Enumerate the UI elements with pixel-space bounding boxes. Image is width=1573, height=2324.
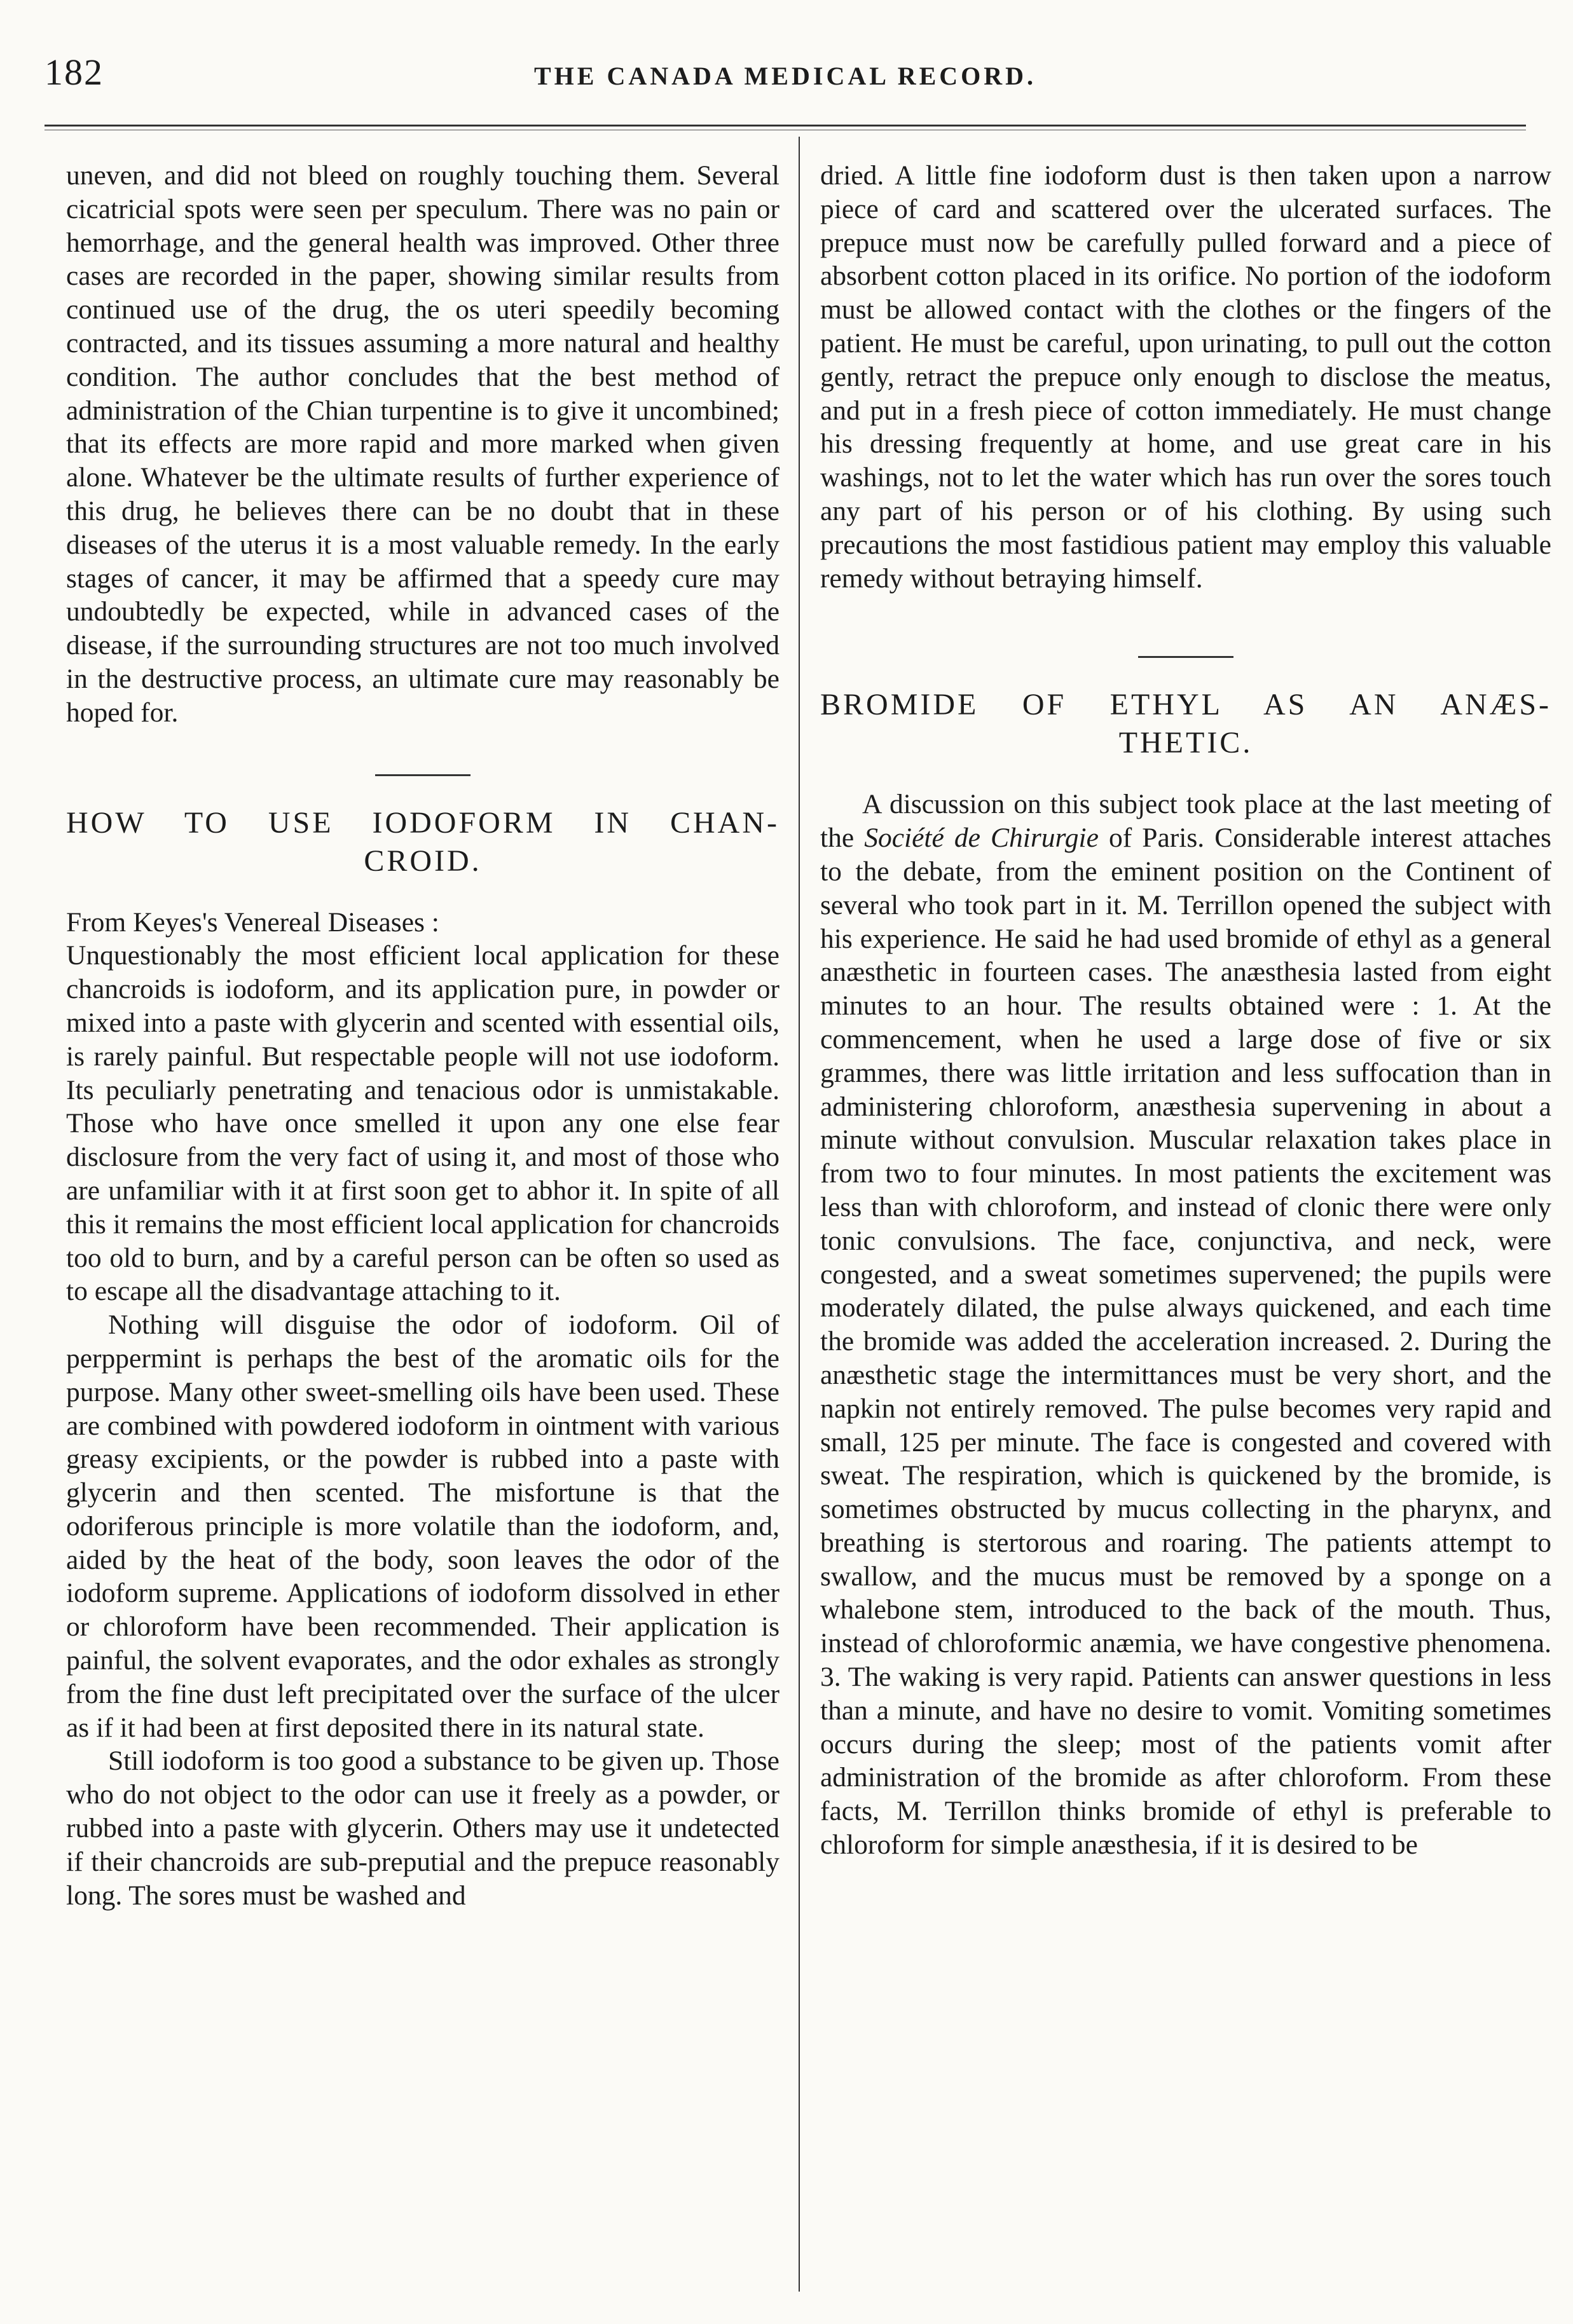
paragraph-iodoform-3: Still iodoform is too good a substance to be given up. Those who do not object to the odor can use it freely as a powder, or rubbed into a paste with glycerin. Others may use it undetected if their chancroids are sub-preputial and the prepuce reasonably long. The sores must be washed and bbox=[66, 1746, 780, 1911]
paragraph-iodoform-continued: dried. A little fine iodoform dust is then taken upon a narrow piece of card and scattered over the ulcerated surfaces. The prepuce must now be carefully pulled forward and a piece of absorbent cotton placed in its orifice. No portion of the iodoform must be allowed contact with the clothes or the fingers of the patient. He must be careful, upon urinating, to pull out the cotton gently, retract the prepuce only enough to disclose the meatus, and put in a fresh piece of cotton immediately. He must change his dressing frequently at home, and use great care in his washings, not to let the water which has run over the sores touch any part of his person or of his clothing. By using such precautions the most fastidious patient may employ this valuable remedy without betraying himself. bbox=[820, 160, 1551, 594]
heading-line-1: HOW TO USE IODOFORM IN CHAN- bbox=[66, 805, 780, 840]
heading-line-2: CROID. bbox=[364, 844, 482, 878]
right-column bbox=[820, 159, 1551, 1862]
text-run: A discussion on this subject took place at the last meeting of the bbox=[820, 789, 1551, 854]
article-heading-bromide bbox=[820, 686, 1551, 762]
text-run: of Paris. Considerable interest attaches to the debate, from the eminent position on the Continent of several who took part in it. M. Terrillon opened the subject with his experience. He said he had used bromide of ethyl as a general anæsthetic in fourteen cases. The anæsthesia lasted from eight minutes to an hour. The results obtained were : 1. At the commencement, when he used a large dose of five or six grammes, there was little irritation and less suffocation than in administering chloroform, anæsthesia supervening in about a minute without convulsion. Muscular relaxation takes place in from two to four minutes. In most patients the excitement was less than with chloroform, and instead of clonic there were only tonic convulsions. The face, conjunctiva, and neck, were congested, and a sweat sometimes supervened; the pupils were moderately dilated, the pulse always quickened, and each time the bromide was added the acceleration increased. 2. During the anæsthetic stage the intermittances must be very short, and the napkin not entirely removed. The pulse becomes very rapid and small, 125 per minute. The face is congested and covered with sweat. The respiration, which is quickened by the bromide, is sometimes obstructed by mucus collecting in the pharynx, and breathing is stertorous and roaring. The patients attempt to swallow, and the mucus must be removed by a sponge on a whalebone stem, introduced to the back of the mouth. Thus, instead of chloroformic anæmia, we have congestive phenomena. 3. The waking is very rapid. Patients can answer questions in less than a minute, and have no desire to vomit. Vomiting sometimes occurs during the sleep; most of the patients vomit after administration of the bromide as after chloroform. From these facts, M. Terrillon thinks bromide of ethyl is preferable to chloroform for simple anæsthesia, if it is desired to be bbox=[820, 823, 1551, 1861]
paragraph-iodoform-1: Unquestionably the most efficient local application for these chancroids is iodoform, and its application pure, in powder or mixed into a paste with glycerin and scented with essential oils, is rarely painful. But respectable people will not use iodoform. Its peculiarly penetrating and tenacious odor is unmistakable. Those who have once smelled it upon any one else fear disclosure from the very fact of using it, and most of those who are unfamiliar with it at first soon get to abhor it. In spite of all this it remains the most efficient local application for chancroids too old to burn, and by a careful person can be often so used as to escape all the disadvantage attaching to it. bbox=[66, 940, 780, 1307]
paragraph-bromide bbox=[820, 788, 1551, 1862]
source-citation: From Keyes's Venereal Diseases : bbox=[66, 906, 439, 938]
section-divider bbox=[375, 774, 471, 776]
header-rule bbox=[45, 125, 1526, 126]
paragraph-iodoform-2: Nothing will disguise the odor of iodoform. Oil of perppermint is perhaps the best of the aromatic oils for the purpose. Many other sweet-smelling oils have been used. These are combined with powdered iodoform in ointment with various greasy excipients, or the powder is rubbed into a paste with glycerin and then scented. The misfortune is that the odoriferous principle is more volatile than the iodoform, and, aided by the heat of the body, soon leaves the odor of the iodoform supreme. Applications of iodoform dissolved in ether or chloroform have been recommended. Their application is painful, the solvent evaporates, and the odor exhales as strongly from the fine dust left precipitated over the surface of the ulcer as if it had been at first deposited there in its natural state. bbox=[66, 1309, 780, 1743]
paragraph-turpentine-continued: uneven, and did not bleed on roughly touching them. Several cicatricial spots were seen per speculum. There was no pain or hemorrhage, and the general health was improved. Other three cases are recorded in the paper, showing similar results from continued use of the drug, the os uteri speedily becoming contracted, and its tissues assuming a more natural and healthy condition. The author concludes that the best method of administration of the Chian turpentine is to give it uncombined; that its effects are more rapid and more marked when given alone. Whatever be the ultimate results of further experience of this drug, he believes there can be no doubt that in these diseases of the uterus it is a most valuable remedy. In the early stages of cancer, it may be affirmed that a speedy cure may undoubtedly be expected, while in advanced cases of the disease, if the surrounding structures are not too much involved in the destructive process, an ultimate cure may reasonably be hoped for. bbox=[66, 160, 780, 728]
heading-line-2: THETIC. bbox=[1118, 726, 1253, 760]
left-column bbox=[66, 159, 780, 1912]
section-divider bbox=[1138, 656, 1233, 658]
heading-line-1: BROMIDE OF ETHYL AS AN ANÆS- bbox=[820, 688, 1551, 722]
page-header bbox=[45, 51, 1526, 108]
article-heading-iodoform bbox=[66, 804, 780, 880]
journal-title: THE CANADA MEDICAL RECORD. bbox=[533, 62, 1037, 90]
page-number: 182 bbox=[45, 51, 104, 93]
society-name: Société de Chirurgie bbox=[864, 823, 1099, 854]
column-divider bbox=[799, 137, 800, 2292]
